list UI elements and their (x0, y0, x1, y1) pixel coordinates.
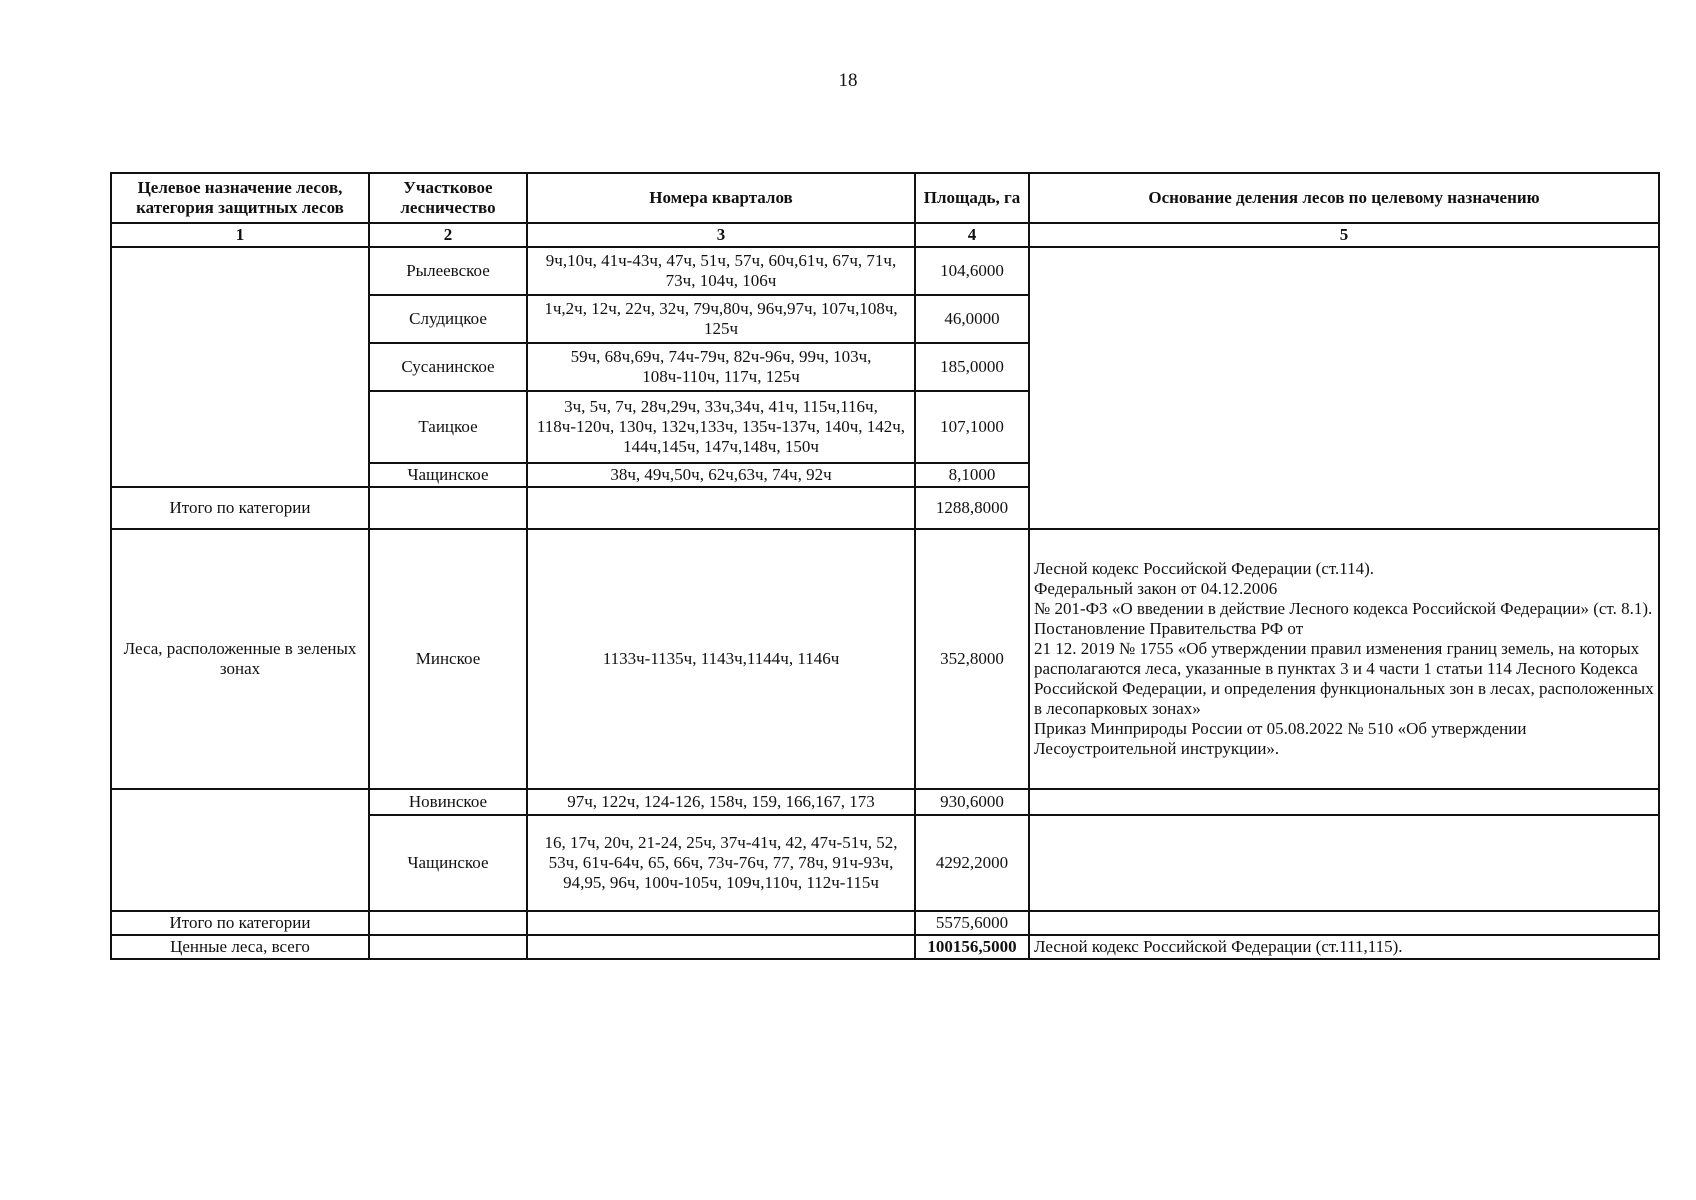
area-cell: 352,8000 (915, 529, 1029, 789)
category-cell (111, 247, 369, 487)
table-header-row (111, 173, 1659, 223)
forest-purpose-table (110, 172, 1660, 960)
basis-line: Лесной кодекс Российской Федерации (ст.114). (1034, 558, 1375, 578)
basis-line: 21 12. 2019 № 1755 «Об утверждении правил изменения границ земель, на которых располагаются леса, указанные в пунктах 3 и 4 части 1 статьи 114 Лесного Кодекса Российской Федерации, и определения функциональных зон в лесах, расположенных в лесопарковых зонах» (1034, 638, 1654, 719)
area-cell: 185,0000 (915, 343, 1029, 391)
quarters-cell: 16, 17ч, 20ч, 21-24, 25ч, 37ч-41ч, 42, 47ч-51ч, 52, 53ч, 61ч-64ч, 65, 66ч, 73ч-76ч, 77, 78ч, 91ч-93ч, 94,95, 96ч, 100ч-105ч, 109ч,110ч, 112ч-115ч (527, 815, 915, 911)
forestry-cell: Таицкое (369, 391, 527, 463)
column-number-row (111, 223, 1659, 247)
basis-cell (1029, 789, 1659, 815)
header-cell: Площадь, га (915, 173, 1029, 223)
basis-line: Приказ Минприроды России от 05.08.2022 № 510 «Об утверждении Лесоустроительной инструкции». (1034, 719, 1527, 759)
total-basis: Лесной кодекс Российской Федерации (ст.111,115). (1029, 935, 1659, 959)
empty-cell (369, 935, 527, 959)
area-cell: 930,6000 (915, 789, 1029, 815)
empty-cell (369, 487, 527, 529)
empty-cell (527, 935, 915, 959)
header-cell: Номера кварталов (527, 173, 915, 223)
header-cell: Целевое назначение лесов, категория защитных лесов (111, 173, 369, 223)
column-number: 2 (369, 223, 527, 247)
forestry-cell: Чащинское (369, 463, 527, 487)
area-cell: 104,6000 (915, 247, 1029, 295)
column-number: 1 (111, 223, 369, 247)
subtotal-label: Итого по категории (111, 911, 369, 935)
empty-cell (527, 911, 915, 935)
forestry-cell: Сусанинское (369, 343, 527, 391)
forestry-cell: Новинское (369, 789, 527, 815)
total-label: Ценные леса, всего (111, 935, 369, 959)
basis-line: Постановление Правительства РФ от (1034, 618, 1304, 638)
basis-cell (1029, 815, 1659, 911)
quarters-cell: 97ч, 122ч, 124-126, 158ч, 159, 166,167, 173 (527, 789, 915, 815)
category-cell (111, 789, 369, 911)
basis-line: № 201-ФЗ «О введении в действие Лесного кодекса Российской Федерации» (ст. 8.1). (1034, 598, 1653, 618)
column-number: 4 (915, 223, 1029, 247)
subtotal-area: 1288,8000 (915, 487, 1029, 529)
header-cell: Основание деления лесов по целевому назначению (1029, 173, 1659, 223)
total-area: 100156,5000 (915, 935, 1029, 959)
forestry-cell: Рылеевское (369, 247, 527, 295)
basis-cell (1029, 529, 1659, 789)
empty-cell (369, 911, 527, 935)
total-row (111, 935, 1659, 959)
table-row (111, 789, 1659, 815)
basis-line: Федеральный закон от 04.12.2006 (1034, 578, 1278, 598)
area-cell: 4292,2000 (915, 815, 1029, 911)
empty-cell (527, 487, 915, 529)
subtotal-label: Итого по категории (111, 487, 369, 529)
forestry-cell: Слудицкое (369, 295, 527, 343)
green-zone-row (111, 529, 1659, 789)
quarters-cell: 3ч, 5ч, 7ч, 28ч,29ч, 33ч,34ч, 41ч, 115ч,116ч, 118ч-120ч, 130ч, 132ч,133ч, 135ч-137ч, 140ч, 142ч, 144ч,145ч, 147ч,148ч, 150ч (527, 391, 915, 463)
forestry-cell: Минское (369, 529, 527, 789)
category-cell: Леса, расположенные в зеленых зонах (111, 529, 369, 789)
quarters-cell: 38ч, 49ч,50ч, 62ч,63ч, 74ч, 92ч (527, 463, 915, 487)
quarters-cell: 9ч,10ч, 41ч-43ч, 47ч, 51ч, 57ч, 60ч,61ч, 67ч, 71ч, 73ч, 104ч, 106ч (527, 247, 915, 295)
column-number: 5 (1029, 223, 1659, 247)
quarters-cell: 1133ч-1135ч, 1143ч,1144ч, 1146ч (527, 529, 915, 789)
forestry-cell: Чащинское (369, 815, 527, 911)
page-number: 18 (838, 70, 858, 91)
quarters-cell: 59ч, 68ч,69ч, 74ч-79ч, 82ч-96ч, 99ч, 103ч, 108ч-110ч, 117ч, 125ч (527, 343, 915, 391)
area-cell: 107,1000 (915, 391, 1029, 463)
subtotal-row (111, 911, 1659, 935)
column-number: 3 (527, 223, 915, 247)
header-cell: Участковое лесничество (369, 173, 527, 223)
empty-cell (1029, 911, 1659, 935)
table-row (111, 247, 1659, 295)
area-cell: 46,0000 (915, 295, 1029, 343)
subtotal-area: 5575,6000 (915, 911, 1029, 935)
area-cell: 8,1000 (915, 463, 1029, 487)
quarters-cell: 1ч,2ч, 12ч, 22ч, 32ч, 79ч,80ч, 96ч,97ч, 107ч,108ч, 125ч (527, 295, 915, 343)
basis-cell (1029, 247, 1659, 529)
